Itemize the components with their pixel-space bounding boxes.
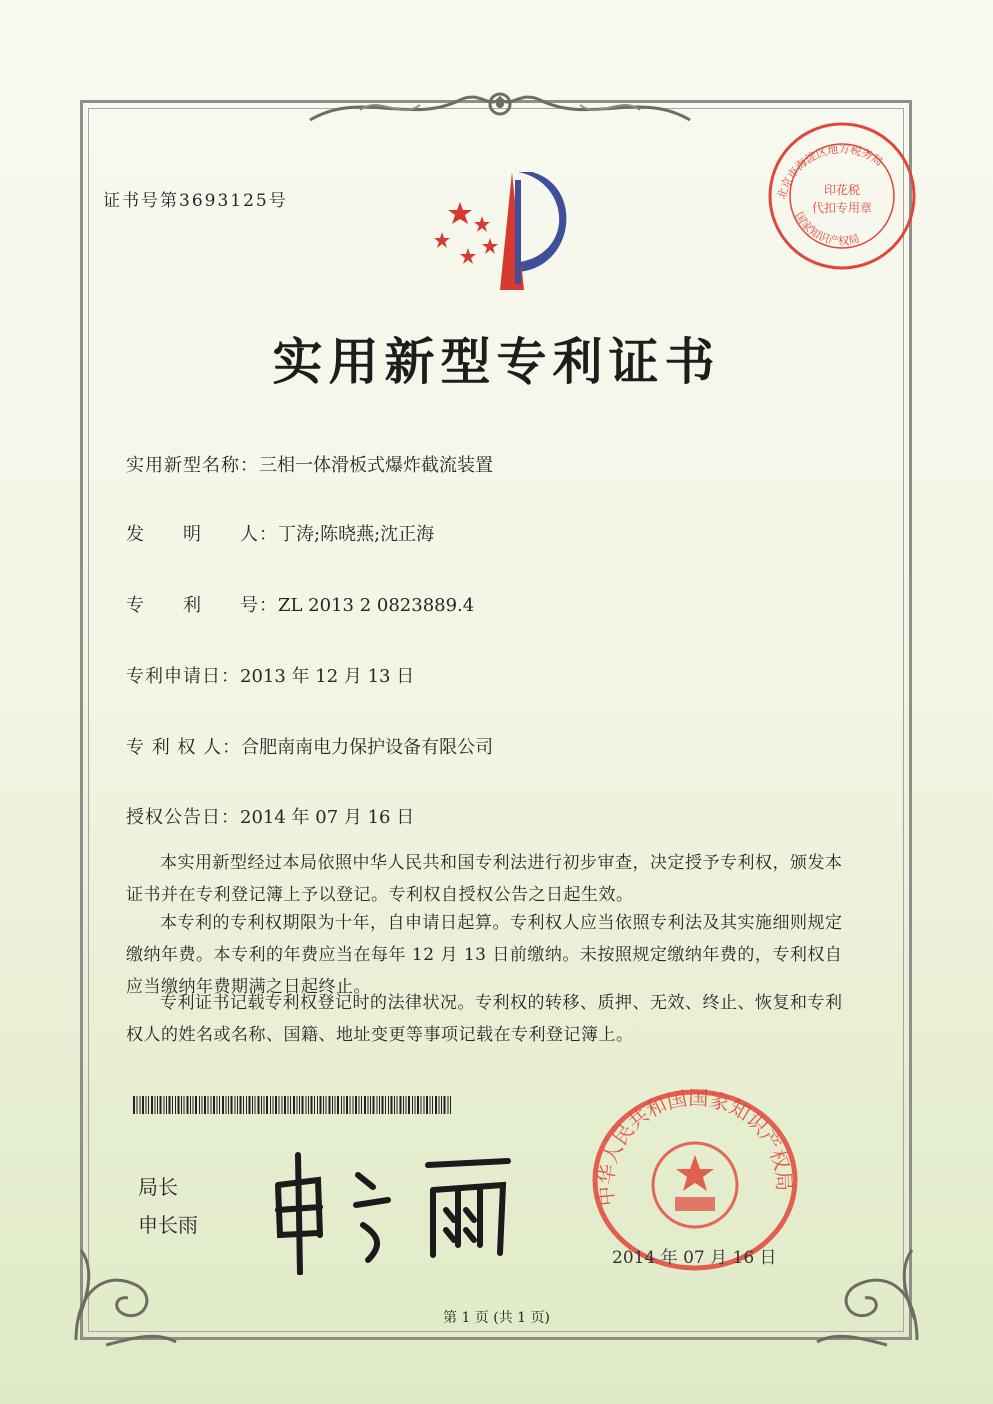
barcode-bar <box>270 1096 271 1114</box>
paragraph-term: 本专利的专利权期限为十年，自申请日起算。专利权人应当依照专利法及其实施细则规定缴纳年费。本专利的年费应当在每年 12 月 13 日前缴纳。未按照规定缴纳年费的，专利权自应当缴纳年费期满之日起终止。 <box>126 913 843 997</box>
page-footer: 第 1 页 (共 1 页) <box>443 1310 550 1326</box>
certificate-title: 实用新型专利证书 <box>272 332 721 391</box>
barcode-bar <box>228 1096 229 1114</box>
paragraph-legal-status: 专利证书记载专利权登记时的法律状况。专利权的转移、质押、无效、终止、恢复和专利权人的姓名或名称、国籍、地址变更等事项记载在专利登记簿上。 <box>126 993 843 1045</box>
patent-office-logo <box>420 172 580 292</box>
barcode-bar <box>231 1096 233 1114</box>
barcode-bar <box>282 1096 283 1114</box>
barcode-bar <box>204 1096 206 1114</box>
barcode-bar <box>297 1096 298 1114</box>
barcode-bar <box>317 1096 318 1114</box>
barcode-bar <box>403 1096 404 1114</box>
svg-text:中华人民共和国国家知识产权局 <box>594 1086 797 1207</box>
barcode-bar <box>219 1096 220 1114</box>
field-patentee <box>126 733 493 759</box>
barcode-bar <box>323 1096 324 1114</box>
barcode-bar <box>299 1096 300 1114</box>
barcode-bar <box>148 1096 149 1114</box>
barcode-bar <box>368 1096 369 1114</box>
barcode-bar <box>311 1096 313 1114</box>
barcode-bar <box>175 1096 176 1114</box>
field-patent-number <box>126 591 474 617</box>
barcode-bar <box>308 1096 309 1114</box>
barcode-bar <box>184 1096 185 1114</box>
barcode-bar <box>397 1096 398 1114</box>
bottom-left-ornament <box>66 1230 196 1350</box>
barcode-bar <box>435 1096 437 1114</box>
barcode-bar <box>415 1096 416 1114</box>
barcode-bar <box>432 1096 433 1114</box>
seal-center-line1: 印花税 <box>823 183 861 197</box>
barcode-bar <box>155 1096 156 1114</box>
barcode-bar <box>275 1096 277 1114</box>
barcode-bar <box>157 1096 158 1114</box>
barcode-bar <box>213 1096 215 1114</box>
barcode-bar <box>394 1096 395 1114</box>
bottom-right-ornament <box>797 1230 927 1350</box>
barcode-bar <box>337 1096 339 1114</box>
barcode-bar <box>408 1096 410 1114</box>
barcode-bar <box>388 1096 389 1114</box>
field-label: 专 利 权 人： <box>126 737 242 758</box>
barcode-bar <box>237 1096 238 1114</box>
barcode-bar <box>235 1096 236 1114</box>
barcode-bar <box>400 1096 402 1114</box>
barcode-bar <box>439 1096 440 1114</box>
barcode-bar <box>240 1096 242 1114</box>
barcode-bar <box>211 1096 212 1114</box>
barcode-bar <box>190 1096 191 1114</box>
barcode <box>133 1096 453 1114</box>
barcode-bar <box>164 1096 165 1114</box>
barcode-bar <box>346 1096 348 1114</box>
barcode-bar <box>137 1096 138 1114</box>
barcode-bar <box>306 1096 307 1114</box>
barcode-bar <box>332 1096 333 1114</box>
barcode-bar <box>314 1096 315 1114</box>
seal-center-line2: 代扣专用章 <box>811 201 873 215</box>
barcode-bar <box>169 1096 171 1114</box>
barcode-bar <box>326 1096 327 1114</box>
field-application-date <box>126 662 414 688</box>
barcode-bar <box>430 1096 431 1114</box>
barcode-bar <box>146 1096 147 1114</box>
barcode-bar <box>140 1096 141 1114</box>
barcode-bar <box>273 1096 274 1114</box>
field-label: 专 利 号： <box>126 595 278 616</box>
barcode-bar <box>350 1096 351 1114</box>
barcode-bar <box>335 1096 336 1114</box>
barcode-bar <box>243 1096 244 1114</box>
barcode-bar <box>329 1096 331 1114</box>
barcode-bar <box>187 1096 189 1114</box>
barcode-bar <box>246 1096 247 1114</box>
barcode-bar <box>341 1096 342 1114</box>
top-ornament <box>300 80 700 130</box>
barcode-bar <box>133 1096 135 1114</box>
paragraph-review: 本实用新型经过本局依照中华人民共和国专利法进行初步审查，决定授予专利权，颁发本证书并在专利登记簿上予以登记。专利权自授权公告之日起生效。 <box>126 853 843 905</box>
field-grant-date <box>126 803 414 829</box>
barcode-bar <box>391 1096 393 1114</box>
barcode-bar <box>444 1096 446 1114</box>
barcode-bar <box>290 1096 291 1114</box>
director-title: 局长 <box>138 1175 178 1199</box>
barcode-bar <box>426 1096 428 1114</box>
svg-text:国家知识产权局 <box>792 210 861 248</box>
tax-stamp-seal <box>765 120 920 272</box>
barcode-bar <box>172 1096 173 1114</box>
barcode-bar <box>226 1096 227 1114</box>
barcode-bar <box>249 1096 251 1114</box>
field-label: 发 明 人： <box>126 524 278 545</box>
barcode-bar <box>359 1096 360 1114</box>
barcode-bar <box>361 1096 362 1114</box>
field-label: 授权公告日： <box>126 807 240 828</box>
barcode-bar <box>178 1096 180 1114</box>
barcode-bar <box>199 1096 200 1114</box>
barcode-bar <box>364 1096 366 1114</box>
barcode-bar <box>284 1096 286 1114</box>
barcode-bar <box>320 1096 322 1114</box>
barcode-bar <box>293 1096 295 1114</box>
barcode-bar <box>373 1096 375 1114</box>
barcode-bar <box>355 1096 357 1114</box>
barcode-bar <box>151 1096 153 1114</box>
barcode-bar <box>302 1096 304 1114</box>
barcode-bar <box>142 1096 144 1114</box>
seal-date: 2014 年 07 月 16 日 <box>612 1248 777 1268</box>
barcode-bar <box>385 1096 386 1114</box>
barcode-bar <box>288 1096 289 1114</box>
barcode-bar <box>160 1096 162 1114</box>
barcode-bar <box>441 1096 442 1114</box>
field-label: 专利申请日： <box>126 666 240 687</box>
barcode-bar <box>417 1096 419 1114</box>
barcode-bar <box>193 1096 194 1114</box>
barcode-bar <box>266 1096 268 1114</box>
field-value: 2014 年 07 月 16 日 <box>240 807 415 828</box>
barcode-bar <box>344 1096 345 1114</box>
barcode-bar <box>195 1096 197 1114</box>
field-inventors <box>126 520 434 546</box>
field-value: ZL 2013 2 0823889.4 <box>278 595 475 616</box>
field-utility-model-name <box>126 451 493 477</box>
barcode-bar <box>255 1096 256 1114</box>
barcode-bar <box>412 1096 413 1114</box>
barcode-bar <box>166 1096 167 1114</box>
barcode-bar <box>353 1096 354 1114</box>
barcode-bar <box>258 1096 260 1114</box>
barcode-bar <box>406 1096 407 1114</box>
certificate-number: 证书号第3693125号 <box>103 191 288 211</box>
barcode-bar <box>379 1096 380 1114</box>
barcode-bar <box>202 1096 203 1114</box>
seal-ring-text: 北京市海淀区地方税务局 <box>775 142 886 201</box>
barcode-bar <box>382 1096 384 1114</box>
field-value: 三相一体滑板式爆炸截流装置 <box>259 455 493 476</box>
barcode-bar <box>424 1096 425 1114</box>
barcode-bar <box>264 1096 265 1114</box>
field-value: 2013 年 12 月 13 日 <box>240 666 415 687</box>
field-label: 实用新型名称： <box>126 455 259 476</box>
barcode-bar <box>370 1096 371 1114</box>
barcode-bar <box>421 1096 422 1114</box>
seal-text: 中华人民共和国国家知识产权局 <box>593 1085 797 1208</box>
barcode-bar <box>261 1096 262 1114</box>
seal-bottom-text: 国家知识产权局 <box>792 209 861 248</box>
barcode-bar <box>450 1096 451 1114</box>
barcode-bar <box>279 1096 280 1114</box>
director-name: 申长雨 <box>138 1213 198 1237</box>
barcode-bar <box>377 1096 378 1114</box>
barcode-bar <box>208 1096 209 1114</box>
barcode-bar <box>217 1096 218 1114</box>
barcode-bar <box>222 1096 224 1114</box>
field-value: 丁涛;陈晓燕;沈正海 <box>278 524 435 545</box>
director-signature <box>258 1135 518 1275</box>
barcode-bar <box>252 1096 253 1114</box>
barcode-bar <box>181 1096 182 1114</box>
barcode-bar <box>448 1096 449 1114</box>
field-value: 合肥南南电力保护设备有限公司 <box>241 737 494 758</box>
